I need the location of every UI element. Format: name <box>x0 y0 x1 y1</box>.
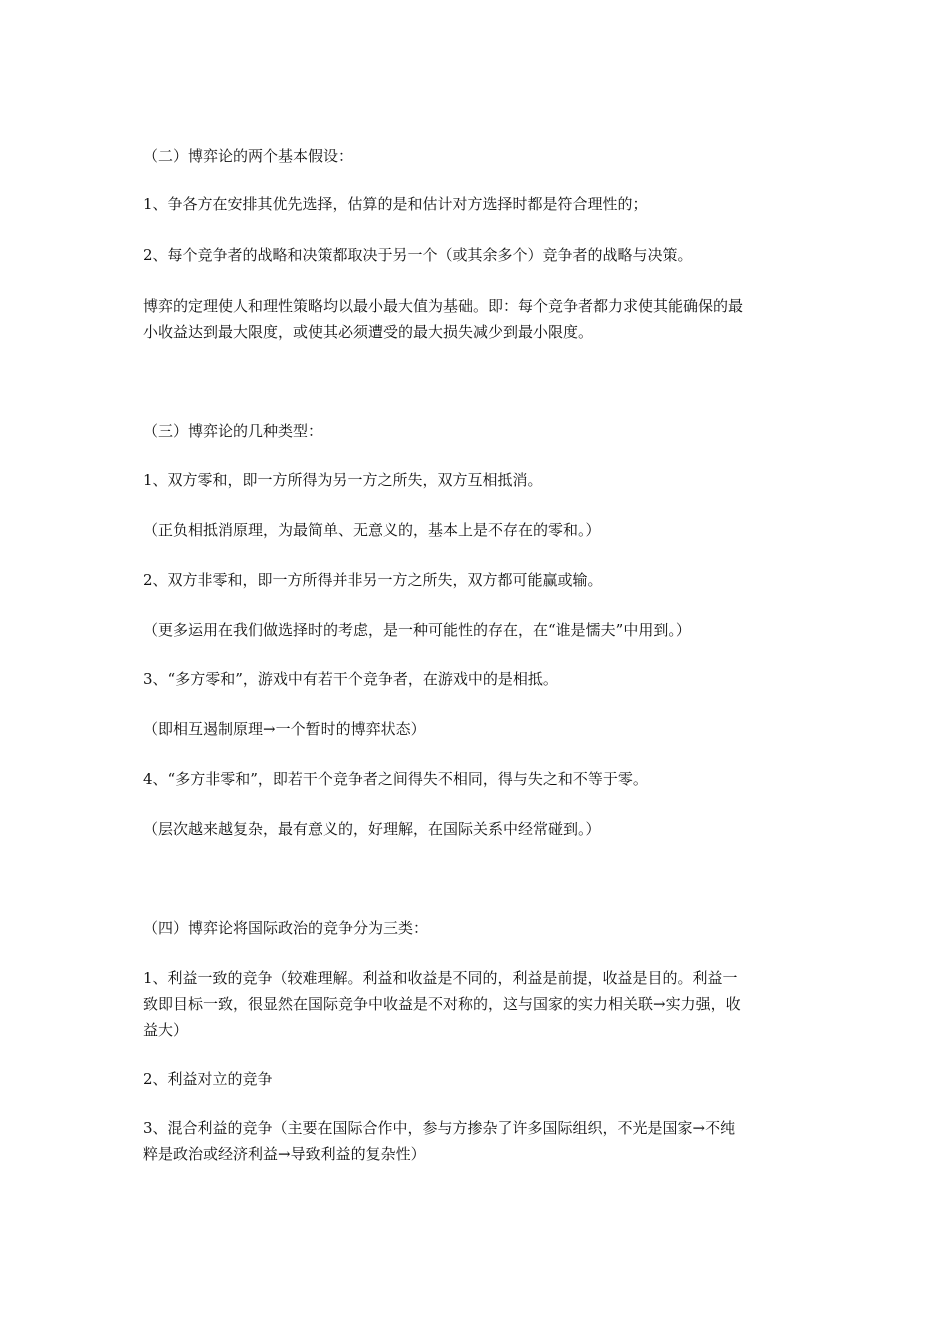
section3-item-1-note: （正负相抵消原理，为最简单、无意义的，基本上是不存在的零和。） <box>143 521 601 539</box>
section2-note-line-1: 博弈的定理使人和理性策略均以最小最大值为基础。即：每个竞争者都力求使其能确保的最 <box>143 297 744 315</box>
section3-item-2: 2、双方非零和，即一方所得并非另一方之所失，双方都可能赢或输。 <box>143 571 603 589</box>
section3-item-3: 3、“多方零和”，游戏中有若干个竞争者，在游戏中的是相抵。 <box>143 670 558 688</box>
section3-item-4-note: （层次越来越复杂，最有意义的，好理解，在国际关系中经常碰到。） <box>143 820 601 838</box>
section3-item-3-note: （即相互遏制原理→一个暂时的博弈状态） <box>143 720 426 738</box>
section4-item-3-line-1: 3、混合利益的竞争（主要在国际合作中，参与方掺杂了许多国际组织，不光是国家→不纯 <box>143 1119 736 1137</box>
section3-item-2-note: （更多运用在我们做选择时的考虑，是一种可能性的存在，在“谁是懦夫”中用到。） <box>143 621 691 639</box>
section2-heading: （二）博弈论的两个基本假设： <box>143 147 354 165</box>
section3-item-4: 4、“多方非零和”，即若干个竞争者之间得失不相同，得与失之和不等于零。 <box>143 770 648 788</box>
section4-item-1-line-1: 1、利益一致的竞争（较难理解。利益和收益是不同的，利益是前提，收益是目的。利益一 <box>143 969 738 987</box>
section4-heading: （四）博弈论将国际政治的竞争分为三类： <box>143 919 429 937</box>
section2-item-2: 2、每个竞争者的战略和决策都取决于另一个（或其余多个）竞争者的战略与决策。 <box>143 246 693 264</box>
section3-item-1: 1、双方零和，即一方所得为另一方之所失，双方互相抵消。 <box>143 471 543 489</box>
section4-item-1-line-2: 致即目标一致，很显然在国际竞争中收益是不对称的，这与国家的实力相关联→实力强，收 <box>143 995 741 1013</box>
section4-item-3-line-2: 粹是政治或经济利益→导致利益的复杂性） <box>143 1145 426 1163</box>
section2-note-line-2: 小收益达到最大限度，或使其必须遭受的最大损失减少到最小限度。 <box>143 323 594 341</box>
section2-item-1: 1、争各方在安排其优先选择，估算的是和估计对方选择时都是符合理性的； <box>143 195 648 213</box>
section3-heading: （三）博弈论的几种类型： <box>143 422 324 440</box>
section4-item-2: 2、利益对立的竞争 <box>143 1070 273 1088</box>
section4-item-1-line-3: 益大） <box>143 1021 189 1039</box>
